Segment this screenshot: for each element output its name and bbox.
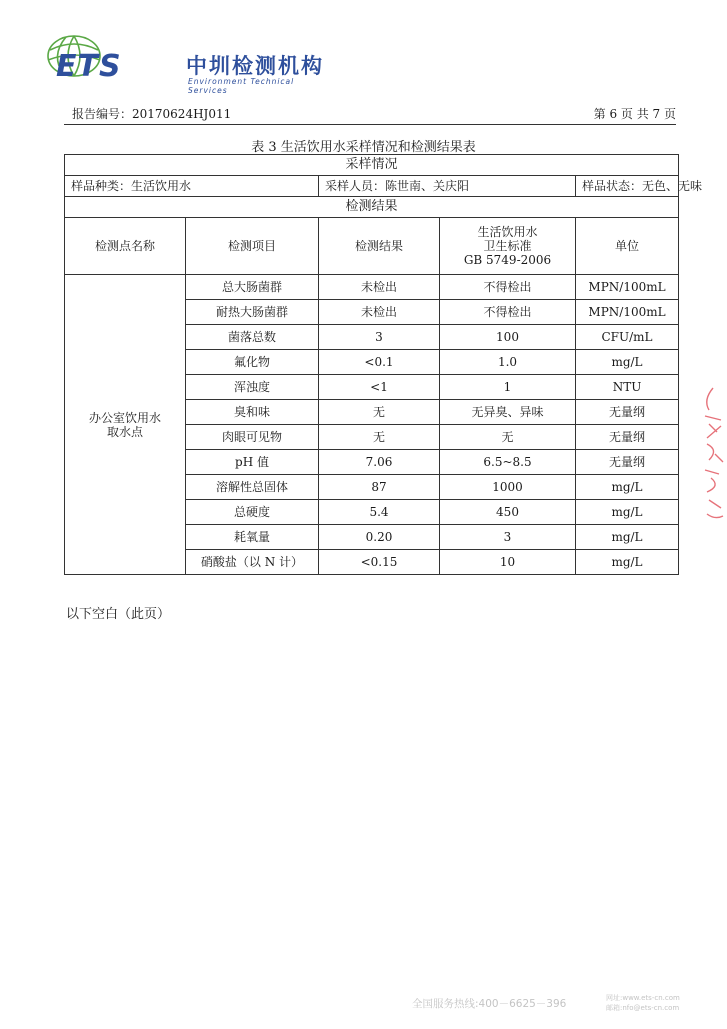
cell-unit: MPN/100mL bbox=[576, 300, 679, 325]
cell-result: 未检出 bbox=[319, 275, 440, 300]
cell-result: 未检出 bbox=[319, 300, 440, 325]
cell-standard: 450 bbox=[440, 500, 576, 525]
cell-unit: NTU bbox=[576, 375, 679, 400]
cell-item: pH 值 bbox=[186, 450, 319, 475]
cell-item: 耐热大肠菌群 bbox=[186, 300, 319, 325]
globe-logo-icon bbox=[36, 30, 186, 90]
logo-mark-letters: ETS bbox=[56, 49, 122, 84]
cell-item: 臭和味 bbox=[186, 400, 319, 425]
cell-item: 肉眼可见物 bbox=[186, 425, 319, 450]
blank-note: 以下空白（此页） bbox=[66, 607, 171, 622]
seal-stamp-icon bbox=[695, 380, 727, 530]
cell-result: <0.15 bbox=[319, 550, 440, 575]
cell-unit: mg/L bbox=[576, 550, 679, 575]
cell-standard: 10 bbox=[440, 550, 576, 575]
cell-standard: 1000 bbox=[440, 475, 576, 500]
cell-standard: 不得检出 bbox=[440, 275, 576, 300]
cell-item: 溶解性总固体 bbox=[186, 475, 319, 500]
cell-unit: mg/L bbox=[576, 500, 679, 525]
table-header-row bbox=[65, 218, 679, 275]
site-name bbox=[65, 275, 186, 575]
site-name-line1: 办公室饮用水 bbox=[88, 410, 161, 425]
cell-standard: 1 bbox=[440, 375, 576, 400]
cell-standard: 6.5~8.5 bbox=[440, 450, 576, 475]
results-table bbox=[64, 154, 703, 575]
footer-email: 邮箱:nfo@ets-cn.com bbox=[606, 1004, 680, 1012]
cell-standard: 3 bbox=[440, 525, 576, 550]
cell-result: 3 bbox=[319, 325, 440, 350]
cell-unit: mg/L bbox=[576, 525, 679, 550]
cell-unit: mg/L bbox=[576, 475, 679, 500]
cell-item: 硝酸盐（以 N 计） bbox=[186, 550, 319, 575]
cell-item: 总大肠菌群 bbox=[186, 275, 319, 300]
footer-website: 网址:www.ets-cn.com bbox=[606, 994, 680, 1002]
cell-result: <1 bbox=[319, 375, 440, 400]
cell-unit: 无量纲 bbox=[576, 450, 679, 475]
cell-item: 氟化物 bbox=[186, 350, 319, 375]
header-item: 检测项目 bbox=[186, 218, 319, 275]
cell-result: 无 bbox=[319, 425, 440, 450]
header-standard-line1: 生活饮用水 bbox=[477, 225, 538, 239]
header-standard-line3: GB 5749-2006 bbox=[463, 253, 552, 267]
sample-state: 样品状态：无色、无味 bbox=[576, 176, 679, 197]
cell-result: <0.1 bbox=[319, 350, 440, 375]
cell-standard: 无异臭、异味 bbox=[440, 400, 576, 425]
header-result: 检测结果 bbox=[319, 218, 440, 275]
company-name-cn: 中圳检测机构 bbox=[186, 54, 324, 78]
header-standard-line2: 卫生标准 bbox=[483, 239, 532, 253]
results-section-title: 检测结果 bbox=[65, 197, 679, 218]
cell-unit: 无量纲 bbox=[576, 400, 679, 425]
cell-result: 0.20 bbox=[319, 525, 440, 550]
cell-result: 87 bbox=[319, 475, 440, 500]
table-title: 表 3 生活饮用水采样情况和检测结果表 bbox=[251, 140, 476, 155]
cell-item: 总硬度 bbox=[186, 500, 319, 525]
cell-unit: CFU/mL bbox=[576, 325, 679, 350]
cell-unit: 无量纲 bbox=[576, 425, 679, 450]
site-name-line2: 取水点 bbox=[106, 424, 143, 439]
sample-type: 样品种类：生活饮用水 bbox=[65, 176, 319, 197]
cell-result: 无 bbox=[319, 400, 440, 425]
header-unit: 单位 bbox=[576, 218, 679, 275]
cell-standard: 1.0 bbox=[440, 350, 576, 375]
page-indicator: 第 6 页 共 7 页 bbox=[593, 107, 676, 121]
cell-unit: MPN/100mL bbox=[576, 275, 679, 300]
cell-standard: 无 bbox=[440, 425, 576, 450]
sampling-section-title: 采样情况 bbox=[65, 155, 679, 176]
table-row bbox=[65, 275, 679, 300]
cell-unit: mg/L bbox=[576, 350, 679, 375]
cell-item: 耗氧量 bbox=[186, 525, 319, 550]
footer-hotline: 全国服务热线:400－6625－396 bbox=[412, 998, 567, 1010]
report-number: 报告编号：20170624HJ011 bbox=[72, 107, 232, 121]
cell-item: 浑浊度 bbox=[186, 375, 319, 400]
header-divider bbox=[64, 124, 676, 125]
company-logo bbox=[36, 30, 336, 100]
cell-result: 5.4 bbox=[319, 500, 440, 525]
sampler: 采样人员：陈世南、关庆阳 bbox=[319, 176, 576, 197]
header-standard bbox=[440, 218, 576, 275]
cell-standard: 不得检出 bbox=[440, 300, 576, 325]
cell-standard: 100 bbox=[440, 325, 576, 350]
company-name-en: Environment Technical Services bbox=[188, 77, 295, 95]
cell-item: 菌落总数 bbox=[186, 325, 319, 350]
header-site: 检测点名称 bbox=[65, 218, 186, 275]
cell-result: 7.06 bbox=[319, 450, 440, 475]
